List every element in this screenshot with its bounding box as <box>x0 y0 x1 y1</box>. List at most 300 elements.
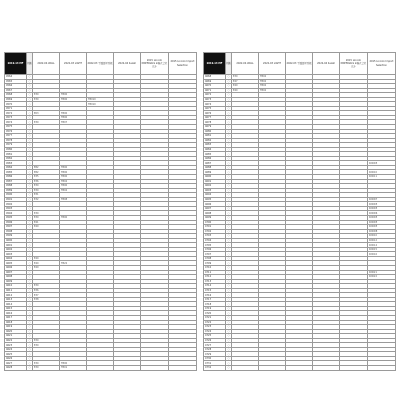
row-number: 4620 <box>5 329 27 334</box>
left-table-header <box>5 53 197 75</box>
check-mark: ○ <box>28 348 31 352</box>
row-number: 4697 <box>204 206 226 211</box>
row-number: 4725 <box>204 334 226 339</box>
check-mark: ○ <box>28 216 31 220</box>
check-mark: ○ <box>28 184 31 188</box>
wall-value: E30 <box>33 211 60 216</box>
check-mark: ○ <box>28 75 31 79</box>
row-number: 4612 <box>5 293 27 298</box>
column-header-lincoln-materials: 2015 Lincoln MATERIALS ※株式会社ほか <box>141 53 169 75</box>
check-mark: ○ <box>227 148 230 152</box>
row-number: 4619 <box>5 325 27 330</box>
column-header-mf: 2019-13 MF <box>204 53 226 75</box>
column-header-wall: 2022-04 WALL <box>232 53 259 75</box>
check-mark: ○ <box>28 275 31 279</box>
row-number: 4672 <box>204 93 226 98</box>
wall-value: E38 <box>33 297 60 302</box>
row-number: 4687 <box>204 161 226 166</box>
row-number: 4717 <box>204 297 226 302</box>
check-mark: ○ <box>28 252 31 256</box>
wall-value: E30 <box>33 188 60 193</box>
lincoln-import-value: KD012 <box>368 238 396 243</box>
row-number: 4615 <box>5 306 27 311</box>
row-number: 4607 <box>5 270 27 275</box>
check-mark: ○ <box>227 288 230 292</box>
row-number: 4570 <box>5 102 27 107</box>
lincoln-import-value: KD0D5 <box>368 161 396 166</box>
check-mark: ○ <box>227 216 230 220</box>
row-number: 4565 <box>5 79 27 84</box>
check-mark: ○ <box>28 361 31 365</box>
check-mark: ○ <box>227 234 230 238</box>
check-mark: ○ <box>227 211 230 215</box>
check-mark: ○ <box>227 325 230 329</box>
check-mark: ○ <box>28 211 31 215</box>
row-number: 4677 <box>204 115 226 120</box>
light-value: TB00 <box>60 165 87 170</box>
check-mark: ○ <box>227 275 230 279</box>
row-number: 4730 <box>204 356 226 361</box>
row-number: 4707 <box>204 252 226 257</box>
row-number: 4706 <box>204 247 226 252</box>
wall-value: E30 <box>33 215 60 220</box>
check-mark: ○ <box>227 270 230 274</box>
wall-value: E30 <box>33 284 60 289</box>
check-mark: ○ <box>28 257 31 261</box>
header-row <box>204 53 396 75</box>
row-number: 4609 <box>5 279 27 284</box>
column-header-lincoln-import: 2015 Lincoln Import Selection <box>169 53 197 75</box>
light-value: TB02 <box>259 79 286 84</box>
wall-value: E30 <box>33 93 60 98</box>
table-row <box>5 366 197 371</box>
row-number: 4592 <box>5 202 27 207</box>
row-number: 4712 <box>204 275 226 280</box>
wall-value: E47 <box>232 79 259 84</box>
check-mark: ○ <box>28 311 31 315</box>
row-number: 4673 <box>204 97 226 102</box>
lincoln-import-value: KD0D5 <box>368 220 396 225</box>
lincoln-import-value: KD015 <box>368 247 396 252</box>
row-number: 4715 <box>204 288 226 293</box>
check-mark: ○ <box>227 338 230 342</box>
check-mark: ○ <box>28 120 31 124</box>
check-mark: ○ <box>227 179 230 183</box>
check-mark: ○ <box>227 284 230 288</box>
check-mark: ○ <box>28 229 31 233</box>
check-mark: ○ <box>28 107 31 111</box>
light-value <box>259 366 286 371</box>
row-number: 4722 <box>204 320 226 325</box>
row-number: 4729 <box>204 352 226 357</box>
wall-value: E82 <box>33 170 60 175</box>
check-mark: ○ <box>227 184 230 188</box>
check-mark: ○ <box>28 111 31 115</box>
check-mark: ○ <box>28 357 31 361</box>
light-value: TB02 <box>60 188 87 193</box>
floorplan-value <box>286 366 313 371</box>
column-header-mf: 2019-13 MF <box>5 53 27 75</box>
check-mark: ○ <box>28 293 31 297</box>
floorplan-value: TB010 <box>87 97 114 102</box>
row-number: 4621 <box>5 334 27 339</box>
check-mark: ○ <box>28 261 31 265</box>
kwall-value <box>114 366 141 371</box>
row-number: 4670 <box>204 84 226 89</box>
row-number: 4671 <box>204 88 226 93</box>
left-table-body <box>5 75 197 371</box>
check-mark: ○ <box>28 193 31 197</box>
check-mark: ○ <box>227 152 230 156</box>
row-number: 4689 <box>204 170 226 175</box>
wall-value: E36 <box>33 288 60 293</box>
check-mark: ○ <box>28 166 31 170</box>
row-number: 4590 <box>5 193 27 198</box>
row-number: 4610 <box>5 284 27 289</box>
check-mark: ○ <box>227 257 230 261</box>
row-number: 4604 <box>5 256 27 261</box>
lincoln-import-value: KD0D8 <box>368 229 396 234</box>
check-mark: ○ <box>28 343 31 347</box>
light-value: TB00 <box>60 115 87 120</box>
check-mark: ○ <box>227 116 230 120</box>
header-row <box>5 53 197 75</box>
check-mark: ○ <box>28 284 31 288</box>
wall-value: E30 <box>33 343 60 348</box>
check-mark: ○ <box>227 75 230 79</box>
check-mark: ○ <box>28 225 31 229</box>
wall-value: E40 <box>33 256 60 261</box>
row-number: 4618 <box>5 320 27 325</box>
check-mark: ○ <box>227 88 230 92</box>
lincoln-import-value: KD021 <box>368 270 396 275</box>
row-number: 4597 <box>5 225 27 230</box>
lincoln-import-value: KD014 <box>368 243 396 248</box>
row-number: 4614 <box>5 302 27 307</box>
check-mark: ○ <box>227 93 230 97</box>
lincoln-import-value <box>169 366 197 371</box>
column-header-light: 2022-03 LIGHT <box>60 53 87 75</box>
row-number: 4596 <box>5 220 27 225</box>
check-mark: ○ <box>227 238 230 242</box>
lincoln-import-value: KD0D5 <box>368 202 396 207</box>
check-mark: ○ <box>28 202 31 206</box>
wall-value: E30 <box>33 120 60 125</box>
row-number: 4700 <box>204 220 226 225</box>
row-number: 4711 <box>204 270 226 275</box>
column-header-floorplan: 2022-03 平面図写真板 <box>286 53 313 75</box>
wall-value: E30 <box>33 338 60 343</box>
wall-value: E30 <box>33 361 60 366</box>
row-number: 4728 <box>204 347 226 352</box>
wall-value: E82 <box>33 165 60 170</box>
check-mark: ○ <box>28 320 31 324</box>
wall-value: E36 <box>33 179 60 184</box>
row-number: 4680 <box>204 129 226 134</box>
wall-value <box>232 366 259 371</box>
row-number: 4600 <box>5 238 27 243</box>
wall-value: E30 <box>232 75 259 80</box>
right-sheet <box>203 52 395 371</box>
light-value: TB00 <box>60 111 87 116</box>
check-mark: ○ <box>28 79 31 83</box>
light-value: TB00 <box>60 93 87 98</box>
check-mark: ○ <box>28 102 31 106</box>
row-number: 4702 <box>204 229 226 234</box>
check-mark: ○ <box>28 316 31 320</box>
light-value: TB00 <box>60 184 87 189</box>
row-number: 4569 <box>5 97 27 102</box>
check-mark: ○ <box>28 88 31 92</box>
row-number: 4691 <box>204 179 226 184</box>
row-number: 4578 <box>5 138 27 143</box>
check-mark: ○ <box>28 288 31 292</box>
check-mark: ○ <box>227 202 230 206</box>
wall-value: E35 <box>33 175 60 180</box>
row-number: 4686 <box>204 156 226 161</box>
check-mark: ○ <box>28 366 31 370</box>
column-header-check: 判断 <box>27 53 33 75</box>
right-table-header <box>204 53 396 75</box>
check-mark: ○ <box>28 234 31 238</box>
row-number: 4698 <box>204 211 226 216</box>
row-number: 4579 <box>5 143 27 148</box>
check-mark: ○ <box>28 238 31 242</box>
row-number: 4576 <box>5 129 27 134</box>
row-number: 4585 <box>5 170 27 175</box>
row-number: 4598 <box>5 229 27 234</box>
check-mark: ○ <box>28 138 31 142</box>
check-mark: ○ <box>28 298 31 302</box>
light-value: TB22 <box>60 261 87 266</box>
row-number: 4693 <box>204 188 226 193</box>
lincoln-import-value: KD0D6 <box>368 211 396 216</box>
check-mark: ○ <box>227 107 230 111</box>
check-mark: ○ <box>28 134 31 138</box>
floorplan-value <box>87 366 114 371</box>
lincoln-import-value: KD0D7 <box>368 197 396 202</box>
row-number: 4710 <box>204 265 226 270</box>
row-number: 4623 <box>5 343 27 348</box>
wall-value: E31 <box>33 193 60 198</box>
column-header-check: 判断 <box>226 53 232 75</box>
check-mark: ○ <box>227 261 230 265</box>
column-header-floorplan: 2022-03 平面図写真板 <box>87 53 114 75</box>
check-mark: ○ <box>227 143 230 147</box>
wall-value: E40 <box>33 265 60 270</box>
wall-value: E40 <box>33 261 60 266</box>
check-mark: ○ <box>227 220 230 224</box>
row-number: 4627 <box>5 361 27 366</box>
check-mark: ○ <box>227 198 230 202</box>
check-mark: ○ <box>28 179 31 183</box>
check-mark: ○ <box>28 148 31 152</box>
check-mark: ○ <box>227 134 230 138</box>
row-number: 4586 <box>5 175 27 180</box>
check-mark: ○ <box>227 361 230 365</box>
row-number: 4720 <box>204 311 226 316</box>
check-mark: ○ <box>227 166 230 170</box>
check-mark: ○ <box>227 248 230 252</box>
row-number: 4668 <box>204 75 226 80</box>
row-number: 4678 <box>204 120 226 125</box>
row-number: 4723 <box>204 325 226 330</box>
right-table <box>203 52 396 371</box>
light-value: TB01 <box>60 366 87 371</box>
check-mark: ○ <box>227 170 230 174</box>
wall-value: E40 <box>33 225 60 230</box>
row-number: 4676 <box>204 111 226 116</box>
row-number: 4681 <box>204 134 226 139</box>
check-mark: ○ <box>227 207 230 211</box>
row-number: 4577 <box>5 134 27 139</box>
wall-value: E37 <box>33 293 60 298</box>
row-number: 4567 <box>5 88 27 93</box>
check-mark: ○ <box>227 98 230 101</box>
row-number: 4682 <box>204 138 226 143</box>
check-mark: ○ <box>227 316 230 320</box>
row-number: 4701 <box>204 225 226 230</box>
check-mark: ○ <box>28 129 31 133</box>
row-number: 4624 <box>5 347 27 352</box>
wall-value: E30 <box>33 366 60 371</box>
row-number: 4595 <box>5 215 27 220</box>
row-number: 4704 <box>204 238 226 243</box>
row-number: 4582 <box>5 156 27 161</box>
row-number: 4626 <box>5 356 27 361</box>
row-number: 4683 <box>204 143 226 148</box>
row-number: 4679 <box>204 125 226 130</box>
check-mark: ○ <box>227 302 230 306</box>
wall-value: E03 <box>33 111 60 116</box>
light-value: TB02 <box>259 84 286 89</box>
check-mark: ○ <box>28 338 31 342</box>
row-number: 4721 <box>204 315 226 320</box>
row-number: 4608 <box>5 275 27 280</box>
check-mark: ○ <box>28 243 31 247</box>
light-value: TB00 <box>60 175 87 180</box>
column-header-lincoln-import: 2015 Lincoln Import Selection <box>368 53 396 75</box>
row-number: 4709 <box>204 261 226 266</box>
row-number: 4584 <box>5 165 27 170</box>
left-table <box>4 52 197 371</box>
check-mark: ○ <box>28 143 31 147</box>
row-number: 4694 <box>204 193 226 198</box>
light-value: TB00 <box>60 215 87 220</box>
check-mark: ○ <box>227 348 230 352</box>
check-mark: ○ <box>28 220 31 224</box>
lincoln-import-value: KD0D5 <box>368 225 396 230</box>
check-mark: ○ <box>227 243 230 247</box>
row-number: 4731 <box>204 361 226 366</box>
check-mark: ○ <box>28 125 31 129</box>
check-mark: ○ <box>28 98 31 101</box>
row-number: 4605 <box>5 261 27 266</box>
check-mark: ○ <box>227 320 230 324</box>
check-mark: ○ <box>227 266 230 270</box>
row-number: 4674 <box>204 102 226 107</box>
check-mark: ○ <box>28 161 31 165</box>
check-mark: ○ <box>28 84 31 88</box>
row-number: 4583 <box>5 161 27 166</box>
column-header-kwall: 2022-04 K-wall <box>114 53 141 75</box>
lincoln-import-value: KD022 <box>368 275 396 280</box>
row-number: 4675 <box>204 106 226 111</box>
check-mark: ○ <box>28 207 31 211</box>
row-number: 4587 <box>5 179 27 184</box>
left-sheet <box>4 52 196 371</box>
check-mark: ○ <box>28 93 31 97</box>
row-number: 4714 <box>204 284 226 289</box>
check-mark: ○ <box>227 125 230 129</box>
check-mark: ○ <box>227 366 230 370</box>
lincoln-import-value: KD010 <box>368 170 396 175</box>
row-number: 4724 <box>204 329 226 334</box>
light-value: TB02 <box>60 179 87 184</box>
wall-value: E30 <box>33 97 60 102</box>
check-mark: ○ <box>28 116 31 120</box>
check-mark: ○ <box>227 111 230 115</box>
light-value: TB08 <box>60 197 87 202</box>
row-number: 4726 <box>204 338 226 343</box>
lincoln-materials-value <box>340 366 368 371</box>
row-number: 4571 <box>5 106 27 111</box>
light-value: TB00 <box>60 361 87 366</box>
check-mark: ○ <box>28 302 31 306</box>
row-number: 4606 <box>5 265 27 270</box>
check-mark: ○ <box>227 157 230 161</box>
row-number: 4617 <box>5 315 27 320</box>
check-mark: ○ <box>227 193 230 197</box>
check-mark: ○ <box>28 325 31 329</box>
row-number: 4611 <box>5 288 27 293</box>
row-number: 4616 <box>5 311 27 316</box>
row-number: 4599 <box>5 234 27 239</box>
check-mark: ○ <box>227 188 230 192</box>
row-number: 4593 <box>5 206 27 211</box>
check-mark: ○ <box>227 307 230 311</box>
row-number: 4716 <box>204 293 226 298</box>
check-mark: ○ <box>28 170 31 174</box>
check-mark: ○ <box>28 329 31 333</box>
lincoln-materials-value <box>141 366 169 371</box>
check-mark: ○ <box>227 129 230 133</box>
row-number: 4708 <box>204 256 226 261</box>
wall-value: E40 <box>232 88 259 93</box>
check-mark: ○ <box>227 161 230 165</box>
check-mark: ○ <box>227 120 230 124</box>
check-mark: ○ <box>227 329 230 333</box>
check-mark: ○ <box>227 334 230 338</box>
check-mark: ○ <box>227 298 230 302</box>
row-number: 4602 <box>5 247 27 252</box>
right-table-body <box>204 75 396 371</box>
light-value: TB00 <box>60 170 87 175</box>
light-value: TB02 <box>259 75 286 80</box>
check-mark: ○ <box>227 343 230 347</box>
check-mark: ○ <box>227 357 230 361</box>
row-number: 4695 <box>204 197 226 202</box>
table-row <box>204 366 396 371</box>
row-number: 4572 <box>5 111 27 116</box>
row-number: 4727 <box>204 343 226 348</box>
column-header-lincoln-materials: 2015 Lincoln MATERIALS ※株式会社ほか <box>340 53 368 75</box>
check-mark: ○ <box>227 138 230 142</box>
row-number: 4696 <box>204 202 226 207</box>
row-number: 4628 <box>5 366 27 371</box>
check-mark: ○ <box>227 279 230 283</box>
row-number: 4575 <box>5 125 27 130</box>
